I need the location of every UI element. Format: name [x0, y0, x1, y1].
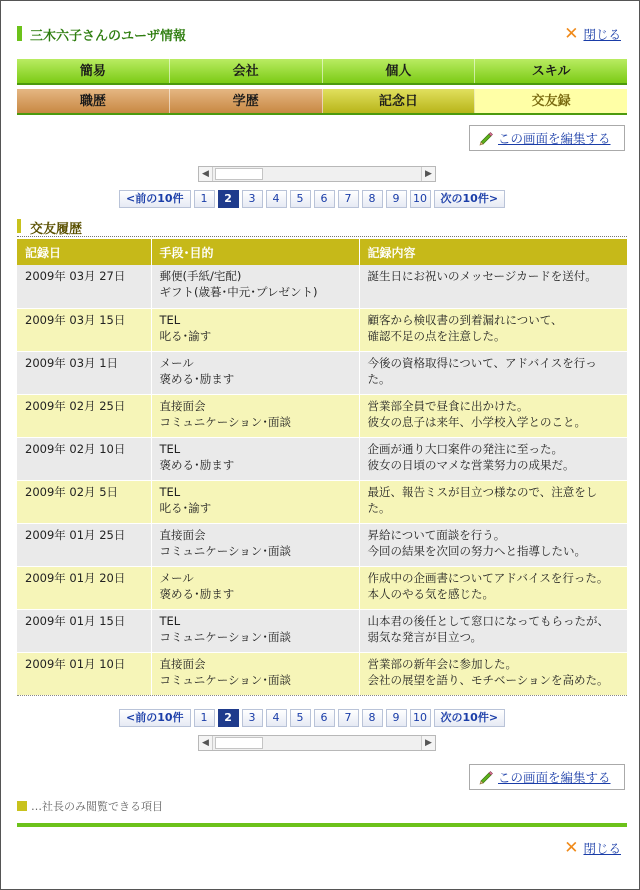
- date-cell-line: 2009年 02月 25日: [25, 398, 126, 413]
- content-cell: [359, 480, 627, 523]
- edit-screen-button-bottom[interactable]: [469, 764, 625, 790]
- date-cell: [17, 523, 151, 566]
- content-cell: [359, 265, 627, 308]
- next-page-button[interactable]: 次の10件>: [434, 709, 506, 727]
- page-link[interactable]: 5: [290, 709, 311, 727]
- date-cell: [17, 351, 151, 394]
- date-cell: [17, 480, 151, 523]
- date-cell: [17, 609, 151, 652]
- page-link[interactable]: 6: [314, 709, 335, 727]
- method-cell-line: 褒める･励ます: [159, 457, 235, 472]
- x-close-icon[interactable]: ✕: [564, 23, 579, 44]
- date-cell-line: 2009年 02月 10日: [25, 441, 126, 456]
- page-link[interactable]: 3: [242, 709, 263, 727]
- method-cell: [151, 351, 359, 394]
- content-cell: [359, 523, 627, 566]
- content-cell-line: 最近、報告ミスが目立つ様なので、注意をした。: [367, 484, 598, 515]
- method-cell-line: 郵便(手紙/宅配): [159, 269, 242, 283]
- content-cell-line: 会社の展望を語り、モチベーションを高めた。: [367, 672, 609, 687]
- scroll-left-icon[interactable]: ◀: [199, 167, 213, 181]
- method-cell-line: コミュニケーション･面談: [159, 629, 292, 644]
- scroll-left-icon[interactable]: ◀: [199, 736, 213, 750]
- page-link[interactable]: 8: [362, 190, 383, 208]
- content-cell: [359, 609, 627, 652]
- tab-company[interactable]: 会社: [170, 59, 323, 83]
- close-link-bottom[interactable]: [564, 839, 621, 857]
- method-cell-line: コミュニケーション･面談: [159, 414, 292, 429]
- page-link[interactable]: 1: [194, 190, 215, 208]
- page-link[interactable]: 1: [194, 709, 215, 727]
- table-row: [17, 437, 627, 480]
- next-page-button[interactable]: 次の10件>: [434, 190, 506, 208]
- content-cell-line: 営業部の新年会に参加した。: [367, 656, 517, 671]
- tab-simple[interactable]: 簡易: [17, 59, 170, 83]
- content-cell-line: 確認不足の点を注意した。: [367, 328, 506, 343]
- content-cell-line: 今後の資格取得について、アドバイスを行っ: [367, 355, 597, 370]
- content-cell-line: 営業部全員で昼食に出かけた。: [367, 398, 529, 413]
- method-cell: [151, 265, 359, 308]
- page-link-current[interactable]: 2: [218, 709, 239, 727]
- table-row: [17, 308, 627, 351]
- method-cell-line: 褒める･励ます: [159, 371, 235, 386]
- date-cell: [17, 566, 151, 609]
- method-cell-line: ギフト(歳暮･中元･プレゼント): [159, 285, 318, 299]
- section-accent-bar: [17, 219, 21, 233]
- method-cell-line: コミュニケーション･面談: [159, 543, 292, 558]
- pagination-bottom: [119, 708, 505, 728]
- prev-page-button[interactable]: <前の10件: [119, 709, 191, 727]
- content-cell-line: 彼女の日頃のマメな営業努力の成果だ。: [367, 457, 575, 472]
- content-cell: [359, 351, 627, 394]
- date-cell-line: 2009年 02月 5日: [25, 484, 119, 499]
- edit-screen-button-top[interactable]: [469, 125, 625, 151]
- date-cell-line: 2009年 01月 10日: [25, 656, 126, 671]
- date-cell-line: 2009年 03月 27日: [25, 269, 126, 283]
- date-cell-line: 2009年 03月 1日: [25, 355, 119, 370]
- x-close-icon[interactable]: ✕: [564, 837, 579, 858]
- table-row: [17, 394, 627, 437]
- method-cell-line: 直接面会: [159, 656, 206, 671]
- content-cell: [359, 308, 627, 351]
- date-cell-line: 2009年 03月 15日: [25, 312, 126, 327]
- method-cell: [151, 480, 359, 523]
- legend-swatch: [17, 801, 27, 811]
- pagination-top: [119, 189, 505, 209]
- page-link[interactable]: 9: [386, 190, 407, 208]
- date-cell-line: 2009年 01月 20日: [25, 570, 126, 585]
- method-cell-line: 褒める･励ます: [159, 586, 235, 601]
- table-row: [17, 265, 627, 308]
- method-cell-line: 叱る･諭す: [159, 328, 212, 343]
- pencil-icon: [478, 769, 494, 785]
- edit-screen-label[interactable]: この画面を編集する: [498, 770, 611, 785]
- content-cell: [359, 437, 627, 480]
- horizontal-scrollbar-bottom[interactable]: [198, 735, 436, 751]
- content-cell-line: 本人のやる気を感じた。: [367, 586, 494, 601]
- table-row: [17, 652, 627, 695]
- tab-anniversaries[interactable]: 記念日: [323, 89, 476, 113]
- content-cell-line: 弱気な発言が目立つ。: [367, 629, 483, 644]
- page-link[interactable]: 8: [362, 709, 383, 727]
- page-link[interactable]: 10: [410, 190, 431, 208]
- table-row: [17, 351, 627, 394]
- legend: [17, 798, 163, 814]
- close-label[interactable]: 閉じる: [583, 27, 621, 42]
- content-cell: [359, 394, 627, 437]
- method-cell: [151, 566, 359, 609]
- page-link[interactable]: 9: [386, 709, 407, 727]
- method-cell: [151, 394, 359, 437]
- tab-bar-primary: [17, 59, 627, 85]
- column-header-date: 記録日: [17, 239, 151, 265]
- close-link-top[interactable]: [564, 25, 621, 43]
- content-cell: [359, 566, 627, 609]
- header: [17, 25, 623, 45]
- content-cell-line: 誕生日にお祝いのメッセージカードを送付。: [367, 269, 597, 283]
- page-link-current[interactable]: 2: [218, 190, 239, 208]
- tab-friendship-log[interactable]: 交友録: [475, 89, 627, 113]
- table-row: [17, 480, 627, 523]
- pencil-icon: [478, 130, 494, 146]
- page-link[interactable]: 4: [266, 709, 287, 727]
- edit-screen-label[interactable]: この画面を編集する: [498, 131, 611, 146]
- page-link[interactable]: 5: [290, 190, 311, 208]
- page-link[interactable]: 10: [410, 709, 431, 727]
- method-cell-line: 叱る･諭す: [159, 500, 212, 515]
- column-header-content: 記録内容: [359, 239, 627, 265]
- date-cell: [17, 437, 151, 480]
- scroll-right-icon[interactable]: ▶: [421, 736, 435, 750]
- method-cell-line: TEL: [159, 312, 181, 327]
- table-body: [17, 265, 627, 695]
- content-cell-line: 彼女の息子は来年、小学校入学とのこと。: [367, 414, 586, 429]
- content-cell-line: 昇給について面談を行う。: [367, 527, 506, 542]
- method-cell-line: コミュニケーション･面談: [159, 672, 292, 687]
- method-cell-line: メール: [159, 355, 194, 370]
- close-label[interactable]: 閉じる: [583, 841, 621, 856]
- method-cell-line: 直接面会: [159, 527, 206, 542]
- content-cell-line: 企画が通り大口案件の発注に至った。: [367, 441, 563, 456]
- friendship-log-table: [17, 239, 627, 696]
- method-cell: [151, 437, 359, 480]
- page-link[interactable]: 6: [314, 190, 335, 208]
- table-header-row: [17, 239, 627, 265]
- tab-bar-secondary: [17, 89, 627, 115]
- page-link[interactable]: 4: [266, 190, 287, 208]
- table-row: [17, 609, 627, 652]
- footer-divider: [17, 823, 627, 827]
- content-cell-line: 山本君の後任として窓口になってもらったが、: [367, 613, 609, 628]
- content-cell-line: 作成中の企画書についてアドバイスを行った。: [367, 570, 609, 585]
- method-cell-line: メール: [159, 570, 194, 585]
- method-cell-line: TEL: [159, 484, 181, 499]
- horizontal-scrollbar-top[interactable]: [198, 166, 436, 182]
- content-cell-line: 今回の結果を次回の努力へと指導したい。: [367, 543, 586, 558]
- content-cell-line: 顧客から検収書の到着漏れについて、: [367, 312, 563, 327]
- content-cell: [359, 652, 627, 695]
- tab-work-history[interactable]: 職歴: [17, 89, 170, 113]
- date-cell: [17, 308, 151, 351]
- method-cell: [151, 609, 359, 652]
- date-cell: [17, 652, 151, 695]
- table-row: [17, 523, 627, 566]
- method-cell-line: 直接面会: [159, 398, 206, 413]
- content-cell-line: た。: [367, 371, 391, 386]
- method-cell: [151, 652, 359, 695]
- prev-page-button[interactable]: <前の10件: [119, 190, 191, 208]
- method-cell-line: TEL: [159, 441, 181, 456]
- method-cell: [151, 523, 359, 566]
- section-heading: [17, 218, 627, 237]
- date-cell-line: 2009年 01月 25日: [25, 527, 126, 542]
- scroll-thumb[interactable]: [215, 168, 263, 180]
- method-cell: [151, 308, 359, 351]
- legend-text: …社長のみ閲覧できる項目: [31, 800, 163, 813]
- table-row: [17, 566, 627, 609]
- page-link[interactable]: 7: [338, 709, 359, 727]
- date-cell: [17, 265, 151, 308]
- page-link[interactable]: 3: [242, 190, 263, 208]
- date-cell: [17, 394, 151, 437]
- tab-skills[interactable]: スキル: [531, 64, 571, 79]
- tab-education[interactable]: 学歴: [170, 89, 323, 113]
- page-title: 三木六子さんのユーザ情報: [30, 29, 187, 44]
- page-link[interactable]: 7: [338, 190, 359, 208]
- date-cell-line: 2009年 01月 15日: [25, 613, 126, 628]
- scroll-right-icon[interactable]: ▶: [421, 167, 435, 181]
- tab-personal[interactable]: 個人: [323, 59, 476, 83]
- scroll-thumb[interactable]: [215, 737, 263, 749]
- column-header-method: 手段･目的: [151, 239, 359, 265]
- method-cell-line: TEL: [159, 613, 181, 628]
- title-accent-bar: [17, 26, 22, 41]
- section-title: 交友履歴: [30, 222, 83, 237]
